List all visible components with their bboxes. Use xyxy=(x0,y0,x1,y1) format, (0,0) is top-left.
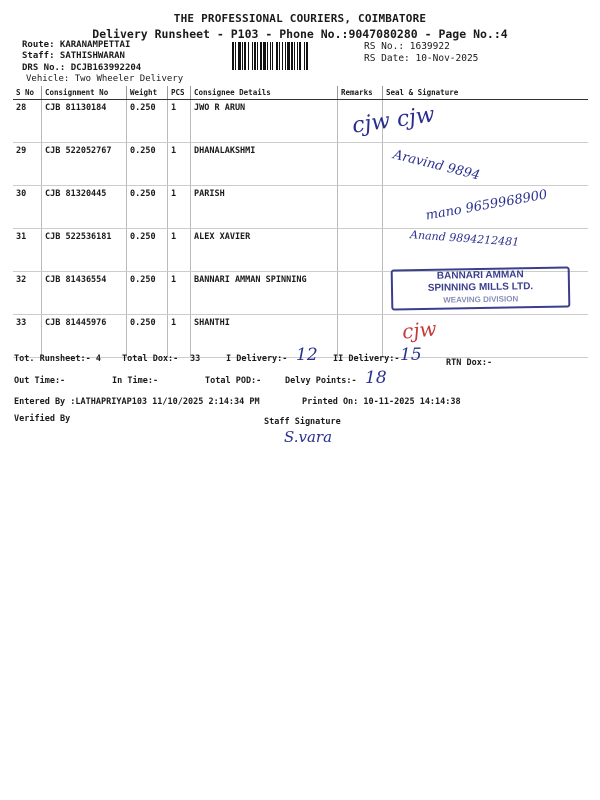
staff-signature: S.vara xyxy=(284,428,333,446)
handwritten-signature: Anand 9894212481 xyxy=(409,228,520,249)
cell-consignment: CJB 522052767 xyxy=(42,143,127,186)
cell-pcs: 1 xyxy=(168,229,191,272)
stamp-line: WEAVING DIVISION xyxy=(443,294,519,305)
cell-sno: 32 xyxy=(13,272,42,315)
cell-weight: 0.250 xyxy=(127,143,168,186)
staff-label: Staff: SATHISHWARAN xyxy=(22,51,125,61)
rs-number: RS No.: 1639922 xyxy=(364,41,450,52)
cell-pcs: 1 xyxy=(168,143,191,186)
route-label: Route: KARANAMPETTAI xyxy=(22,40,131,50)
handwritten-signature: Aravind 9894 xyxy=(391,147,482,184)
cell-pcs: 1 xyxy=(168,186,191,229)
col-consignment: Consignment No xyxy=(42,86,127,100)
cell-sno: 30 xyxy=(13,186,42,229)
runsheet-table xyxy=(13,86,588,358)
table-row xyxy=(13,143,588,186)
i-delivery-label: I Delivery:- xyxy=(226,354,288,364)
i-delivery-value: 12 xyxy=(296,345,318,365)
rtn-dox-label: RTN Dox:- xyxy=(446,358,493,368)
cell-sno: 29 xyxy=(13,143,42,186)
printed-on: Printed On: 10-11-2025 14:14:38 xyxy=(302,397,461,407)
company-title: THE PROFESSIONAL COURIERS, COIMBATORE xyxy=(173,12,427,25)
total-dox-value: 33 xyxy=(190,354,201,364)
col-sno: S No xyxy=(13,86,42,100)
barcode xyxy=(232,42,360,70)
handwritten-signature: cjw cjw xyxy=(350,102,437,139)
col-weight: Weight xyxy=(127,86,168,100)
cell-weight: 0.250 xyxy=(127,229,168,272)
handwritten-signature: cjw xyxy=(400,316,438,344)
vehicle-label: Vehicle: Two Wheeler Delivery xyxy=(26,74,184,84)
cell-weight: 0.250 xyxy=(127,315,168,358)
col-consignee: Consignee Details xyxy=(191,86,338,100)
col-seal-signature: Seal & Signature xyxy=(383,86,589,100)
company-stamp xyxy=(391,266,571,310)
cell-pcs: 1 xyxy=(168,272,191,315)
handwritten-signature: mano 9659968900 xyxy=(424,187,549,224)
cell-weight: 0.250 xyxy=(127,186,168,229)
cell-remarks xyxy=(338,229,383,272)
total-dox-label: Total Dox:- xyxy=(122,354,179,364)
cell-consignee: PARISH xyxy=(191,186,338,229)
ii-delivery-value: 15 xyxy=(400,345,422,365)
total-runsheet: Tot. Runsheet:- 4 xyxy=(14,354,101,364)
cell-consignee: BANNARI AMMAN SPINNING xyxy=(191,272,338,315)
table-header-row xyxy=(13,86,588,100)
entered-by: Entered By :LATHAPRIYAP103 11/10/2025 2:14:34 PM xyxy=(14,397,260,407)
ii-delivery-label: II Delivery:- xyxy=(333,354,400,364)
verified-by-label: Verified By xyxy=(14,414,71,424)
cell-pcs: 1 xyxy=(168,100,191,143)
rs-date: RS Date: 10-Nov-2025 xyxy=(364,53,479,64)
drs-label: DRS No.: DCJB163992204 xyxy=(22,63,142,73)
cell-pcs: 1 xyxy=(168,315,191,358)
cell-consignment: CJB 81436554 xyxy=(42,272,127,315)
cell-consignment: CJB 81445976 xyxy=(42,315,127,358)
out-time-label: Out Time:- xyxy=(14,376,66,386)
stamp-line: BANNARI AMMAN xyxy=(436,269,524,282)
cell-consignment: CJB 81320445 xyxy=(42,186,127,229)
staff-signature-label: Staff Signature xyxy=(264,417,341,427)
cell-weight: 0.250 xyxy=(127,100,168,143)
col-pcs: PCS xyxy=(168,86,191,100)
cell-sno: 31 xyxy=(13,229,42,272)
stamp-line: SPINNING MILLS LTD. xyxy=(427,281,534,294)
cell-weight: 0.250 xyxy=(127,272,168,315)
cell-consignment: CJB 522536181 xyxy=(42,229,127,272)
cell-consignee: JWO R ARUN xyxy=(191,100,338,143)
cell-sno: 28 xyxy=(13,100,42,143)
cell-remarks xyxy=(338,143,383,186)
cell-remarks xyxy=(338,186,383,229)
col-remarks: Remarks xyxy=(338,86,383,100)
delvy-points-value: 18 xyxy=(365,368,387,388)
runsheet-subtitle: Delivery Runsheet - P103 - Phone No.:9047080280 - Page No.:4 xyxy=(92,27,508,41)
in-time-label: In Time:- xyxy=(112,376,159,386)
cell-remarks xyxy=(338,315,383,358)
cell-consignee: ALEX XAVIER xyxy=(191,229,338,272)
delvy-points-label: Delvy Points:- xyxy=(285,376,357,386)
cell-consignee: SHANTHI xyxy=(191,315,338,358)
cell-sno: 33 xyxy=(13,315,42,358)
table-row xyxy=(13,100,588,143)
cell-consignment: CJB 81130184 xyxy=(42,100,127,143)
cell-remarks xyxy=(338,272,383,315)
total-pod-label: Total POD:- xyxy=(205,376,262,386)
cell-consignee: DHANALAKSHMI xyxy=(191,143,338,186)
